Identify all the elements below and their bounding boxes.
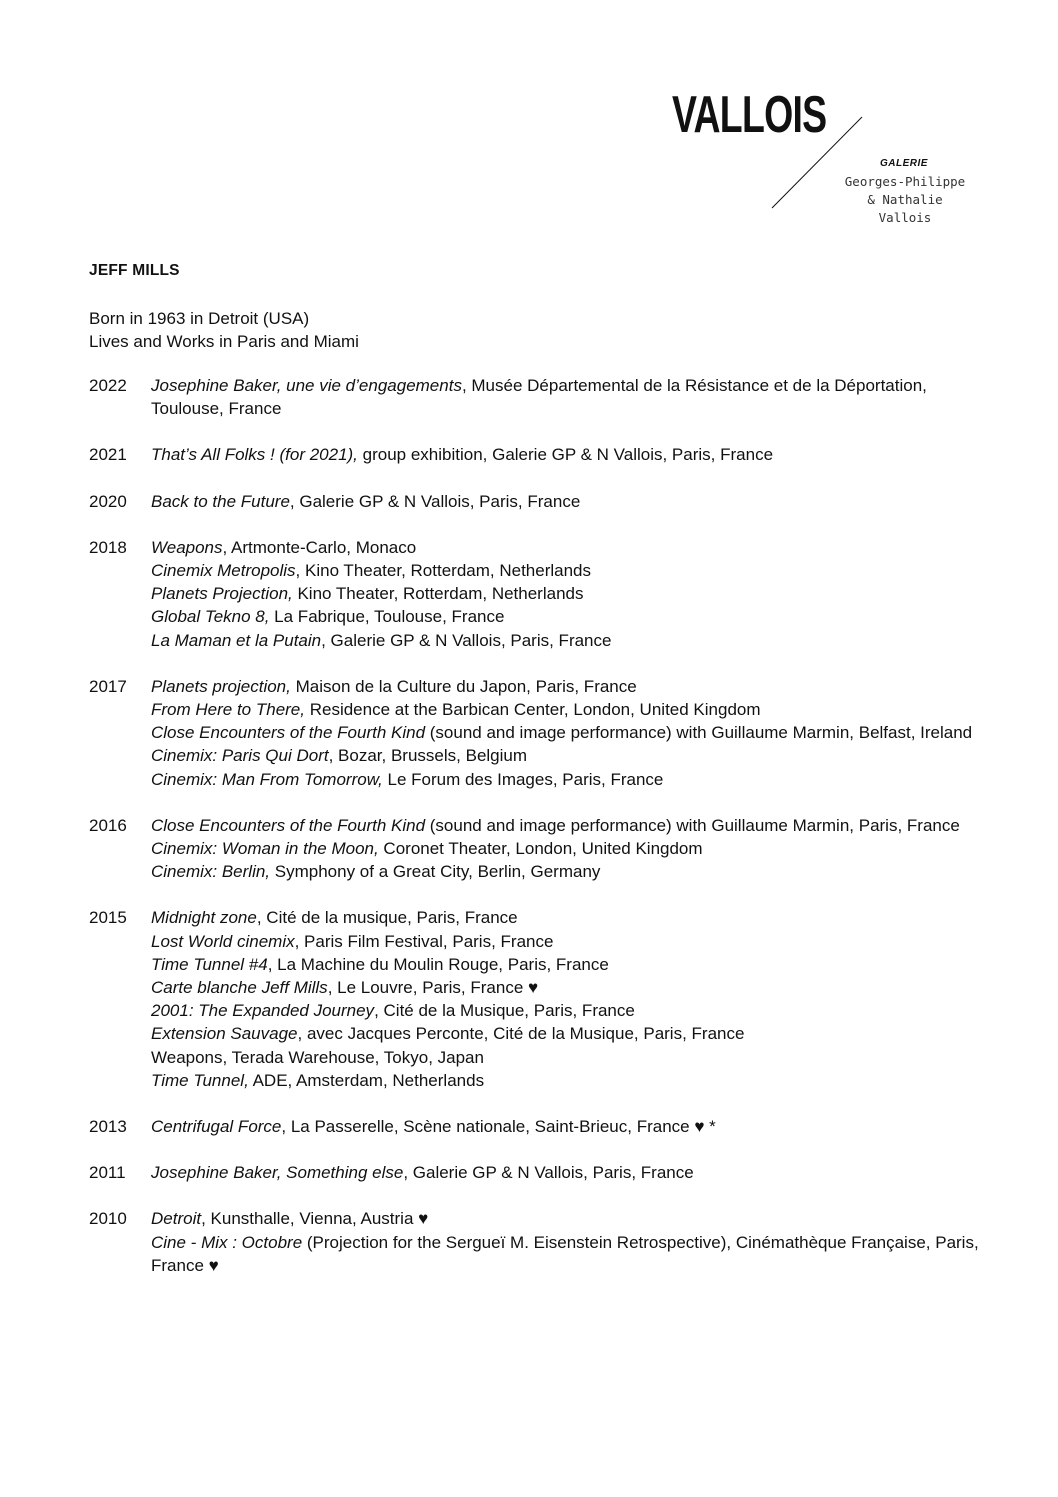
bio-line: Born in 1963 in Detroit (USA): [89, 309, 310, 328]
exhibition-title: Lost World cinemix: [151, 931, 295, 951]
exhibition-title: Cinemix Metropolis: [151, 561, 296, 581]
exhibition-item: [151, 675, 989, 698]
exhibition-item: [151, 582, 989, 605]
exhibition-details: Le Forum des Images, Paris, France: [382, 769, 664, 789]
exhibition-details: , La Machine du Moulin Rouge, Paris, France: [267, 954, 609, 974]
exhibition-item: [151, 768, 989, 791]
exhibition-title: Josephine Baker, Something else: [151, 1163, 404, 1183]
logo-owner-names: [830, 173, 980, 227]
exhibition-item: [151, 605, 989, 628]
exhibition-details: , Musée Départemental de la Résistance et de la Déportation, Toulouse, France: [151, 376, 927, 419]
logo-name-line: Vallois: [878, 210, 932, 225]
exhibition-item: [151, 953, 989, 976]
exhibition-list: [89, 374, 989, 1300]
exhibition-details: , Artmonte-Carlo, Monaco: [222, 537, 417, 557]
exhibition-item: [151, 906, 989, 929]
exhibition-items: [151, 536, 989, 652]
exhibition-details: , Cité de la Musique, Paris, France: [374, 1001, 635, 1021]
artist-name: JEFF MILLS: [89, 262, 180, 279]
exhibition-item: [151, 1022, 989, 1045]
exhibition-year-block: [89, 1115, 989, 1138]
exhibition-year-block: [89, 490, 989, 513]
exhibition-details: Coronet Theater, London, United Kingdom: [378, 839, 703, 859]
exhibition-title: Time Tunnel #4: [151, 954, 268, 974]
exhibition-year-block: [89, 906, 989, 1092]
exhibition-year-block: [89, 1207, 989, 1277]
exhibition-item: [151, 976, 989, 999]
exhibition-title: Close Encounters of the Fourth Kind: [151, 723, 426, 743]
exhibition-title: Planets projection,: [151, 676, 291, 696]
exhibition-details: , Galerie GP & N Vallois, Paris, France: [403, 1163, 694, 1183]
exhibition-details: , Le Louvre, Paris, France ♥: [327, 978, 539, 998]
exhibition-details: La Fabrique, Toulouse, France: [269, 607, 505, 627]
exhibition-details: Symphony of a Great City, Berlin, Germany: [270, 862, 601, 882]
exhibition-items: [151, 490, 989, 513]
exhibition-items: [151, 443, 989, 466]
exhibition-title: 2001: The Expanded Journey: [151, 1001, 375, 1021]
exhibition-details: Residence at the Barbican Center, London, United Kingdom: [305, 700, 761, 720]
exhibition-title: La Maman et la Putain: [151, 630, 322, 650]
exhibition-item: [151, 837, 989, 860]
bio-line: Lives and Works in Paris and Miami: [89, 332, 359, 351]
exhibition-details: Kino Theater, Rotterdam, Netherlands: [292, 584, 584, 604]
exhibition-details: (sound and image performance) with Guillaume Marmin, Paris, France: [425, 815, 960, 835]
exhibition-title: From Here to There,: [151, 700, 305, 720]
exhibition-items: [151, 374, 989, 420]
logo-name-line: Georges-Philippe: [844, 174, 966, 189]
exhibition-items: [151, 814, 989, 884]
logo-galerie-label: GALERIE: [880, 158, 928, 169]
exhibition-title: Cinemix: Paris Qui Dort: [151, 746, 329, 766]
exhibition-year: 2022: [89, 376, 127, 395]
exhibition-year: 2013: [89, 1117, 127, 1137]
exhibition-year: 2021: [89, 445, 127, 465]
exhibition-item: [151, 374, 989, 420]
exhibition-details: Weapons, Terada Warehouse, Tokyo, Japan: [151, 1047, 484, 1067]
exhibition-item: [151, 443, 989, 466]
exhibition-item: [151, 559, 989, 582]
exhibition-details: , La Passerelle, Scène nationale, Saint-Brieuc, France ♥ *: [281, 1117, 716, 1137]
exhibition-title: Carte blanche Jeff Mills: [151, 978, 328, 998]
exhibition-title: Midnight zone: [151, 908, 257, 928]
exhibition-title: That’s All Folks ! (for 2021),: [151, 445, 358, 465]
exhibition-details: ADE, Amsterdam, Netherlands: [248, 1070, 485, 1090]
exhibition-title: Weapons: [151, 537, 223, 557]
exhibition-year: 2018: [89, 537, 127, 557]
exhibition-details: , Kino Theater, Rotterdam, Netherlands: [295, 561, 592, 581]
exhibition-title: Back to the Future: [151, 491, 290, 511]
exhibition-item: [151, 860, 989, 883]
exhibition-items: [151, 906, 989, 1092]
exhibition-year: 2015: [89, 908, 127, 928]
exhibition-year: 2017: [89, 676, 127, 696]
exhibition-item: [151, 814, 989, 837]
exhibition-details: , Cité de la musique, Paris, France: [256, 908, 518, 928]
exhibition-item: [151, 1046, 989, 1069]
exhibition-year: 2016: [89, 815, 127, 835]
exhibition-item: [151, 629, 989, 652]
exhibition-item: [151, 1207, 989, 1230]
exhibition-year-block: [89, 814, 989, 884]
exhibition-title: Global Tekno 8,: [151, 607, 270, 627]
exhibition-details: , Paris Film Festival, Paris, France: [294, 931, 554, 951]
logo-wordmark: VALLOIS: [672, 86, 827, 144]
exhibition-title: Extension Sauvage: [151, 1024, 298, 1044]
exhibition-item: [151, 1069, 989, 1092]
exhibition-title: Planets Projection,: [151, 584, 293, 604]
exhibition-details: , Galerie GP & N Vallois, Paris, France: [289, 491, 581, 511]
exhibition-year: 2020: [89, 491, 127, 511]
exhibition-item: [151, 1231, 989, 1277]
exhibition-item: [151, 744, 989, 767]
exhibition-details: , avec Jacques Perconte, Cité de la Musique, Paris, France: [297, 1024, 745, 1044]
exhibition-items: [151, 675, 989, 791]
exhibition-title: Time Tunnel,: [151, 1070, 249, 1090]
exhibition-items: [151, 1207, 989, 1277]
exhibition-title: Detroit: [151, 1209, 202, 1229]
artist-bio: [89, 307, 359, 353]
exhibition-item: [151, 721, 989, 744]
exhibition-item: [151, 1161, 989, 1184]
exhibition-year-block: [89, 675, 989, 791]
exhibition-item: [151, 698, 989, 721]
exhibition-details: Maison de la Culture du Japon, Paris, France: [290, 676, 637, 696]
exhibition-item: [151, 490, 989, 513]
exhibition-title: Centrifugal Force: [151, 1117, 282, 1137]
exhibition-title: Josephine Baker, une vie d’engagements: [151, 376, 462, 395]
exhibition-details: (sound and image performance) with Guillaume Marmin, Belfast, Ireland: [425, 723, 973, 743]
exhibition-items: [151, 1161, 989, 1184]
logo-name-line: & Nathalie: [867, 192, 943, 207]
exhibition-year-block: [89, 374, 989, 420]
exhibition-item: [151, 930, 989, 953]
exhibition-year-block: [89, 443, 989, 466]
exhibition-title: Close Encounters of the Fourth Kind: [151, 815, 426, 835]
gallery-logo: [660, 85, 990, 245]
exhibition-year: 2011: [89, 1163, 126, 1183]
exhibition-item: [151, 1115, 989, 1138]
exhibition-title: Cinemix: Berlin,: [151, 862, 271, 882]
exhibition-details: , Kunsthalle, Vienna, Austria ♥: [201, 1209, 429, 1229]
exhibition-details: , Galerie GP & N Vallois, Paris, France: [321, 630, 612, 650]
exhibition-item: [151, 536, 989, 559]
exhibition-year-block: [89, 1161, 989, 1184]
exhibition-item: [151, 999, 989, 1022]
exhibition-year: 2010: [89, 1209, 127, 1229]
exhibition-title: Cinemix: Woman in the Moon,: [151, 839, 379, 859]
exhibition-items: [151, 1115, 989, 1138]
exhibition-title: Cinemix: Man From Tomorrow,: [151, 769, 383, 789]
exhibition-details: group exhibition, Galerie GP & N Vallois, Paris, France: [357, 445, 774, 465]
exhibition-details: , Bozar, Brussels, Belgium: [328, 746, 528, 766]
exhibition-year-block: [89, 536, 989, 652]
exhibition-details: (Projection for the Sergueï M. Eisenstein Retrospective), Cinémathèque Française, Paris, France ♥: [151, 1232, 979, 1275]
exhibition-title: Cine - Mix : Octobre: [151, 1232, 303, 1252]
